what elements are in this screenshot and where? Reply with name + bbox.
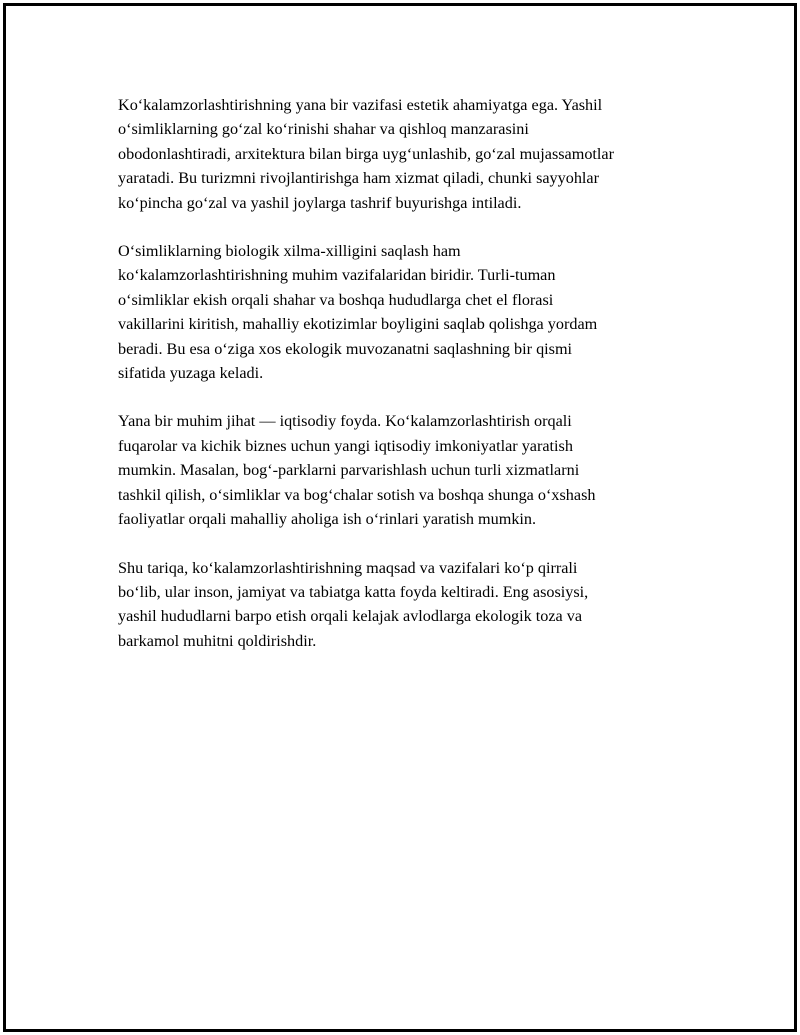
paragraph-economic: Yana bir muhim jihat — iqtisodiy foyda. Ko‘kalamzorlashtirish orqali fuqarolar va kichik biznes uchun yangi iqtisodiy imkoniyatlar yaratish mumkin. Masalan, bog‘-parklarni parvarishlash uchun turli xizmatlarni tashkil qilish, o‘simliklar va bog‘chalar sotish va boshqa shunga o‘xshash faoliyatlar orqali mahalliy aholiga ish o‘rinlari yaratish mumkin. (118, 412, 596, 529)
document-body (118, 93, 688, 677)
paragraph-conclusion: Shu tariqa, ko‘kalamzorlashtirishning maqsad va vazifalari ko‘p qirrali bo‘lib, ular inson, jamiyat va tabiatga katta foyda keltiradi. Eng asosiysi, yashil hududlarni barpo etish orqali kelajak avlodlarga ekologik toza va barkamol muhitni qoldirishdir. (118, 558, 589, 650)
paragraph-aesthetic: Ko‘kalamzorlashtirishning yana bir vazifasi estetik ahamiyatga ega. Yashil o‘simliklarning go‘zal ko‘rinishi shahar va qishloq manzarasini obodonlashtiradi, arxitektura bilan birga uyg‘unlashib, go‘zal mujassamotlar yaratadi. Bu turizmni rivojlantirishga ham xizmat qiladi, chunki sayyohlar ko‘pincha go‘zal va yashil joylarga tashrif buyurishga intiladi. (118, 96, 614, 212)
paragraph-biodiversity: O‘simliklarning biologik xilma-xilligini saqlash ham ko‘kalamzorlashtirishning muhim vazifalaridan biridir. Turli-tuman o‘simliklar ekish orqali shahar va boshqa hududlarga chet el florasi vakillarini kiritish, mahalliy ekotizimlar boyligini saqlab qolishga yordam beradi. Bu esa o‘ziga xos ekologik muvozanatni saqlashning bir qismi sifatida yuzaga keladi. (118, 242, 598, 383)
